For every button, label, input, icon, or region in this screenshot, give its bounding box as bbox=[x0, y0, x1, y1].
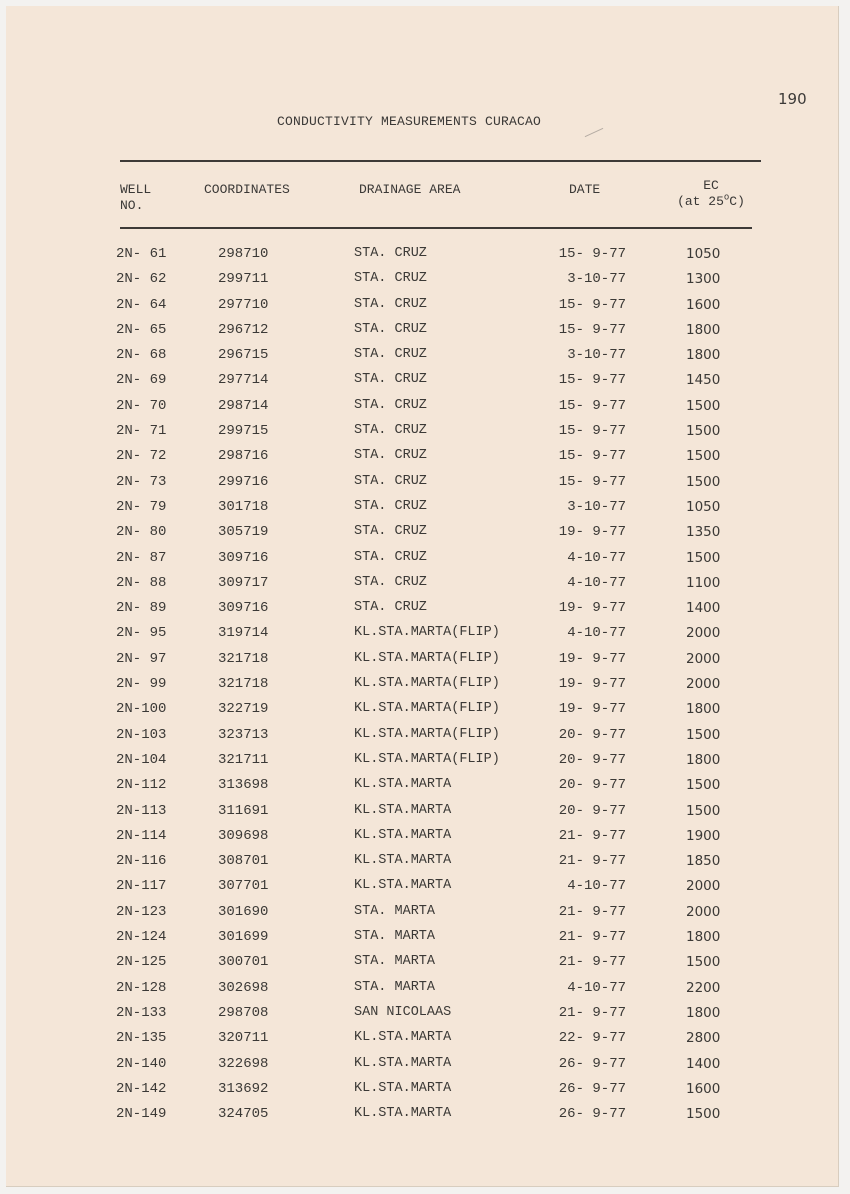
pencil-mark bbox=[585, 128, 604, 137]
coordinates-cell: 298710 bbox=[218, 246, 269, 262]
drainage-area-cell: KL.STA.MARTA bbox=[354, 1055, 452, 1071]
drainage-area-cell: STA. CRUZ bbox=[354, 271, 427, 287]
date-cell: 21- 9-77 bbox=[558, 827, 626, 844]
coordinates-cell: 302698 bbox=[218, 979, 269, 996]
table-row bbox=[6, 1106, 838, 1131]
coordinates-cell: 299711 bbox=[218, 271, 269, 288]
coordinates-cell: 313698 bbox=[218, 777, 269, 794]
drainage-area-cell: STA. CRUZ bbox=[354, 549, 427, 565]
date-cell: 21- 9-77 bbox=[558, 929, 626, 946]
drainage-area-cell: KL.STA.MARTA(FLIP) bbox=[354, 751, 500, 767]
ec-header-prefix: (at 25 bbox=[677, 194, 724, 209]
table-row bbox=[6, 499, 838, 524]
coordinates-cell: 309716 bbox=[218, 600, 269, 617]
ec-value-cell: 2000 bbox=[686, 625, 721, 642]
drainage-area-cell: KL.STA.MARTA(FLIP) bbox=[354, 726, 500, 742]
ec-header-line2 bbox=[670, 194, 752, 210]
table-row bbox=[6, 423, 838, 448]
date-cell: 15- 9-77 bbox=[558, 321, 626, 338]
table-row bbox=[6, 701, 838, 726]
drainage-area-cell: KL.STA.MARTA bbox=[354, 1030, 452, 1046]
date-cell: 4-10-77 bbox=[567, 549, 626, 566]
ec-value-cell: 1300 bbox=[686, 271, 721, 288]
table-row bbox=[6, 297, 838, 322]
coordinates-cell: 320711 bbox=[218, 1030, 269, 1047]
well-number-cell: 2N-114 bbox=[116, 827, 167, 844]
well-number-cell: 2N-149 bbox=[116, 1106, 167, 1123]
ec-value-cell: 1800 bbox=[686, 321, 721, 338]
table-row bbox=[6, 600, 838, 625]
coordinates-cell: 308701 bbox=[218, 853, 269, 870]
table-row bbox=[6, 524, 838, 549]
coordinates-cell: 322719 bbox=[218, 701, 269, 718]
coordinates-cell: 301718 bbox=[218, 498, 269, 515]
coordinates-cell: 321718 bbox=[218, 650, 269, 667]
well-number-cell: 2N-117 bbox=[116, 878, 167, 895]
ec-value-cell: 1500 bbox=[686, 726, 721, 743]
ec-value-cell: 2200 bbox=[686, 979, 721, 996]
coordinates-cell: 296715 bbox=[218, 347, 269, 364]
well-number-cell: 2N- 87 bbox=[116, 549, 167, 566]
ec-value-cell: 1600 bbox=[686, 296, 721, 313]
column-header-coordinates: COORDINATES bbox=[204, 182, 290, 197]
coordinates-cell: 307701 bbox=[218, 878, 269, 895]
document-page bbox=[6, 6, 839, 1187]
ec-value-cell: 2800 bbox=[686, 1030, 721, 1047]
drainage-area-cell: STA. MARTA bbox=[354, 903, 436, 919]
table-row bbox=[6, 828, 838, 853]
drainage-area-cell: STA. CRUZ bbox=[354, 347, 427, 363]
ec-value-cell: 1400 bbox=[686, 600, 721, 617]
well-number-cell: 2N- 71 bbox=[116, 423, 167, 440]
coordinates-cell: 321711 bbox=[218, 751, 269, 768]
date-cell: 19- 9-77 bbox=[558, 701, 626, 718]
table-row bbox=[6, 625, 838, 650]
table-row bbox=[6, 271, 838, 296]
column-header-well-no bbox=[120, 182, 151, 214]
well-number-cell: 2N- 69 bbox=[116, 372, 167, 389]
table-row bbox=[6, 727, 838, 752]
table-row bbox=[6, 550, 838, 575]
well-number-cell: 2N-123 bbox=[116, 903, 167, 920]
date-cell: 21- 9-77 bbox=[558, 1004, 626, 1021]
table-row bbox=[6, 347, 838, 372]
ec-value-cell: 1500 bbox=[686, 549, 721, 566]
well-number-cell: 2N-125 bbox=[116, 954, 167, 971]
document-title: CONDUCTIVITY MEASUREMENTS CURACAO bbox=[277, 114, 542, 129]
ec-header-degree: o bbox=[723, 192, 730, 203]
ec-value-cell: 2000 bbox=[686, 650, 721, 667]
well-number-cell: 2N-124 bbox=[116, 929, 167, 946]
well-number-cell: 2N- 80 bbox=[116, 524, 167, 541]
well-number-cell: 2N- 62 bbox=[116, 271, 167, 288]
date-cell: 19- 9-77 bbox=[558, 600, 626, 617]
well-number-cell: 2N-113 bbox=[116, 802, 167, 819]
drainage-area-cell: KL.STA.MARTA(FLIP) bbox=[354, 701, 500, 717]
well-number-cell: 2N- 97 bbox=[116, 650, 167, 667]
date-cell: 20- 9-77 bbox=[558, 726, 626, 743]
drainage-area-cell: KL.STA.MARTA bbox=[354, 777, 452, 793]
ec-value-cell: 1500 bbox=[686, 397, 721, 414]
date-cell: 22- 9-77 bbox=[558, 1030, 626, 1047]
coordinates-cell: 299715 bbox=[218, 423, 269, 440]
drainage-area-cell: STA. CRUZ bbox=[354, 321, 427, 337]
table-row bbox=[6, 853, 838, 878]
well-number-cell: 2N-104 bbox=[116, 751, 167, 768]
drainage-area-cell: SAN NICOLAAS bbox=[354, 1004, 452, 1020]
coordinates-cell: 298708 bbox=[218, 1004, 269, 1021]
coordinates-cell: 297714 bbox=[218, 372, 269, 389]
table-row bbox=[6, 651, 838, 676]
table-row bbox=[6, 1030, 838, 1055]
ec-value-cell: 1050 bbox=[686, 246, 721, 262]
date-cell: 15- 9-77 bbox=[558, 372, 626, 389]
table-row bbox=[6, 448, 838, 473]
drainage-area-cell: STA. CRUZ bbox=[354, 600, 427, 616]
ec-value-cell: 1500 bbox=[686, 802, 721, 819]
coordinates-cell: 298714 bbox=[218, 397, 269, 414]
date-cell: 26- 9-77 bbox=[558, 1055, 626, 1072]
ec-value-cell: 1500 bbox=[686, 1106, 721, 1123]
coordinates-cell: 321718 bbox=[218, 676, 269, 693]
table-row bbox=[6, 929, 838, 954]
header-bottom-rule bbox=[120, 227, 752, 229]
ec-value-cell: 1800 bbox=[686, 751, 721, 768]
date-cell: 21- 9-77 bbox=[558, 954, 626, 971]
ec-value-cell: 1850 bbox=[686, 853, 721, 870]
column-header-drainage-area: DRAINAGE AREA bbox=[359, 182, 461, 197]
well-number-cell: 2N- 70 bbox=[116, 397, 167, 414]
table-row bbox=[6, 954, 838, 979]
date-cell: 15- 9-77 bbox=[558, 423, 626, 440]
column-header-date: DATE bbox=[569, 182, 601, 197]
table-row bbox=[6, 904, 838, 929]
measurements-table-body bbox=[6, 246, 838, 1131]
ec-value-cell: 1500 bbox=[686, 777, 721, 794]
coordinates-cell: 298716 bbox=[218, 448, 269, 465]
drainage-area-cell: KL.STA.MARTA bbox=[354, 878, 452, 894]
date-cell: 15- 9-77 bbox=[558, 448, 626, 465]
drainage-area-cell: KL.STA.MARTA bbox=[354, 1080, 452, 1096]
well-number-cell: 2N-116 bbox=[116, 853, 167, 870]
coordinates-cell: 305719 bbox=[218, 524, 269, 541]
drainage-area-cell: STA. CRUZ bbox=[354, 448, 427, 464]
header-top-rule bbox=[120, 160, 761, 162]
coordinates-cell: 323713 bbox=[218, 726, 269, 743]
date-cell: 20- 9-77 bbox=[558, 802, 626, 819]
ec-value-cell: 1600 bbox=[686, 1080, 721, 1097]
coordinates-cell: 301699 bbox=[218, 929, 269, 946]
coordinates-cell: 301690 bbox=[218, 903, 269, 920]
drainage-area-cell: STA. CRUZ bbox=[354, 397, 427, 413]
well-number-cell: 2N-142 bbox=[116, 1080, 167, 1097]
well-number-cell: 2N- 79 bbox=[116, 498, 167, 515]
drainage-area-cell: STA. MARTA bbox=[354, 929, 436, 945]
well-number-cell: 2N- 61 bbox=[116, 246, 167, 262]
well-number-cell: 2N-128 bbox=[116, 979, 167, 996]
date-cell: 20- 9-77 bbox=[558, 751, 626, 768]
drainage-area-cell: KL.STA.MARTA bbox=[354, 802, 452, 818]
well-number-cell: 2N- 95 bbox=[116, 625, 167, 642]
date-cell: 20- 9-77 bbox=[558, 777, 626, 794]
coordinates-cell: 311691 bbox=[218, 802, 269, 819]
drainage-area-cell: STA. CRUZ bbox=[354, 296, 427, 312]
page-number: 190 bbox=[778, 90, 807, 108]
coordinates-cell: 322698 bbox=[218, 1055, 269, 1072]
drainage-area-cell: KL.STA.MARTA(FLIP) bbox=[354, 676, 500, 692]
drainage-area-cell: STA. CRUZ bbox=[354, 524, 427, 540]
well-number-cell: 2N-135 bbox=[116, 1030, 167, 1047]
drainage-area-cell: KL.STA.MARTA(FLIP) bbox=[354, 650, 500, 666]
table-row bbox=[6, 803, 838, 828]
well-number-cell: 2N- 64 bbox=[116, 296, 167, 313]
date-cell: 4-10-77 bbox=[567, 574, 626, 591]
table-row bbox=[6, 752, 838, 777]
ec-value-cell: 1500 bbox=[686, 423, 721, 440]
well-header-line2: NO. bbox=[120, 198, 144, 213]
well-number-cell: 2N- 99 bbox=[116, 676, 167, 693]
coordinates-cell: 324705 bbox=[218, 1106, 269, 1123]
date-cell: 15- 9-77 bbox=[558, 246, 626, 262]
date-cell: 3-10-77 bbox=[567, 498, 626, 515]
well-number-cell: 2N- 88 bbox=[116, 574, 167, 591]
table-row bbox=[6, 474, 838, 499]
well-header-line1: WELL bbox=[120, 182, 152, 197]
date-cell: 15- 9-77 bbox=[558, 473, 626, 490]
date-cell: 4-10-77 bbox=[567, 625, 626, 642]
date-cell: 21- 9-77 bbox=[558, 853, 626, 870]
drainage-area-cell: STA. MARTA bbox=[354, 954, 436, 970]
drainage-area-cell: STA. CRUZ bbox=[354, 498, 427, 514]
table-row bbox=[6, 1081, 838, 1106]
ec-value-cell: 1350 bbox=[686, 524, 721, 541]
date-cell: 15- 9-77 bbox=[558, 397, 626, 414]
ec-value-cell: 1050 bbox=[686, 498, 721, 515]
ec-value-cell: 2000 bbox=[686, 676, 721, 693]
date-cell: 19- 9-77 bbox=[558, 650, 626, 667]
ec-value-cell: 1800 bbox=[686, 347, 721, 364]
table-row bbox=[6, 676, 838, 701]
drainage-area-cell: STA. CRUZ bbox=[354, 423, 427, 439]
coordinates-cell: 313692 bbox=[218, 1080, 269, 1097]
column-header-ec bbox=[670, 178, 752, 210]
drainage-area-cell: STA. MARTA bbox=[354, 979, 436, 995]
drainage-area-cell: KL.STA.MARTA bbox=[354, 827, 452, 843]
table-row bbox=[6, 980, 838, 1005]
well-number-cell: 2N-103 bbox=[116, 726, 167, 743]
ec-value-cell: 1500 bbox=[686, 954, 721, 971]
ec-value-cell: 1800 bbox=[686, 701, 721, 718]
ec-value-cell: 1800 bbox=[686, 929, 721, 946]
well-number-cell: 2N-112 bbox=[116, 777, 167, 794]
well-number-cell: 2N-133 bbox=[116, 1004, 167, 1021]
date-cell: 19- 9-77 bbox=[558, 524, 626, 541]
coordinates-cell: 309717 bbox=[218, 574, 269, 591]
well-number-cell: 2N- 65 bbox=[116, 321, 167, 338]
coordinates-cell: 296712 bbox=[218, 321, 269, 338]
ec-value-cell: 1100 bbox=[686, 574, 721, 591]
table-row bbox=[6, 878, 838, 903]
table-row bbox=[6, 575, 838, 600]
well-number-cell: 2N-100 bbox=[116, 701, 167, 718]
drainage-area-cell: KL.STA.MARTA(FLIP) bbox=[354, 625, 500, 641]
coordinates-cell: 309716 bbox=[218, 549, 269, 566]
date-cell: 3-10-77 bbox=[567, 347, 626, 364]
well-number-cell: 2N- 89 bbox=[116, 600, 167, 617]
date-cell: 19- 9-77 bbox=[558, 676, 626, 693]
drainage-area-cell: KL.STA.MARTA bbox=[354, 1106, 452, 1122]
coordinates-cell: 297710 bbox=[218, 296, 269, 313]
table-row bbox=[6, 1005, 838, 1030]
drainage-area-cell: KL.STA.MARTA bbox=[354, 853, 452, 869]
drainage-area-cell: STA. CRUZ bbox=[354, 473, 427, 489]
drainage-area-cell: STA. CRUZ bbox=[354, 246, 427, 261]
ec-value-cell: 1800 bbox=[686, 1004, 721, 1021]
ec-header-line1: EC bbox=[703, 178, 719, 193]
well-number-cell: 2N- 68 bbox=[116, 347, 167, 364]
table-row bbox=[6, 398, 838, 423]
ec-value-cell: 1500 bbox=[686, 473, 721, 490]
drainage-area-cell: STA. CRUZ bbox=[354, 372, 427, 388]
table-row bbox=[6, 246, 838, 271]
date-cell: 4-10-77 bbox=[567, 878, 626, 895]
table-row bbox=[6, 777, 838, 802]
date-cell: 26- 9-77 bbox=[558, 1080, 626, 1097]
well-number-cell: 2N-140 bbox=[116, 1055, 167, 1072]
table-row bbox=[6, 322, 838, 347]
date-cell: 21- 9-77 bbox=[558, 903, 626, 920]
ec-value-cell: 2000 bbox=[686, 903, 721, 920]
well-number-cell: 2N- 72 bbox=[116, 448, 167, 465]
ec-header-suffix: C) bbox=[729, 194, 745, 209]
ec-value-cell: 1400 bbox=[686, 1055, 721, 1072]
coordinates-cell: 300701 bbox=[218, 954, 269, 971]
coordinates-cell: 319714 bbox=[218, 625, 269, 642]
ec-value-cell: 2000 bbox=[686, 878, 721, 895]
table-row bbox=[6, 372, 838, 397]
well-number-cell: 2N- 73 bbox=[116, 473, 167, 490]
date-cell: 3-10-77 bbox=[567, 271, 626, 288]
ec-value-cell: 1450 bbox=[686, 372, 721, 389]
table-row bbox=[6, 1056, 838, 1081]
date-cell: 26- 9-77 bbox=[558, 1106, 626, 1123]
ec-value-cell: 1900 bbox=[686, 827, 721, 844]
coordinates-cell: 299716 bbox=[218, 473, 269, 490]
drainage-area-cell: STA. CRUZ bbox=[354, 574, 427, 590]
date-cell: 15- 9-77 bbox=[558, 296, 626, 313]
ec-value-cell: 1500 bbox=[686, 448, 721, 465]
date-cell: 4-10-77 bbox=[567, 979, 626, 996]
coordinates-cell: 309698 bbox=[218, 827, 269, 844]
